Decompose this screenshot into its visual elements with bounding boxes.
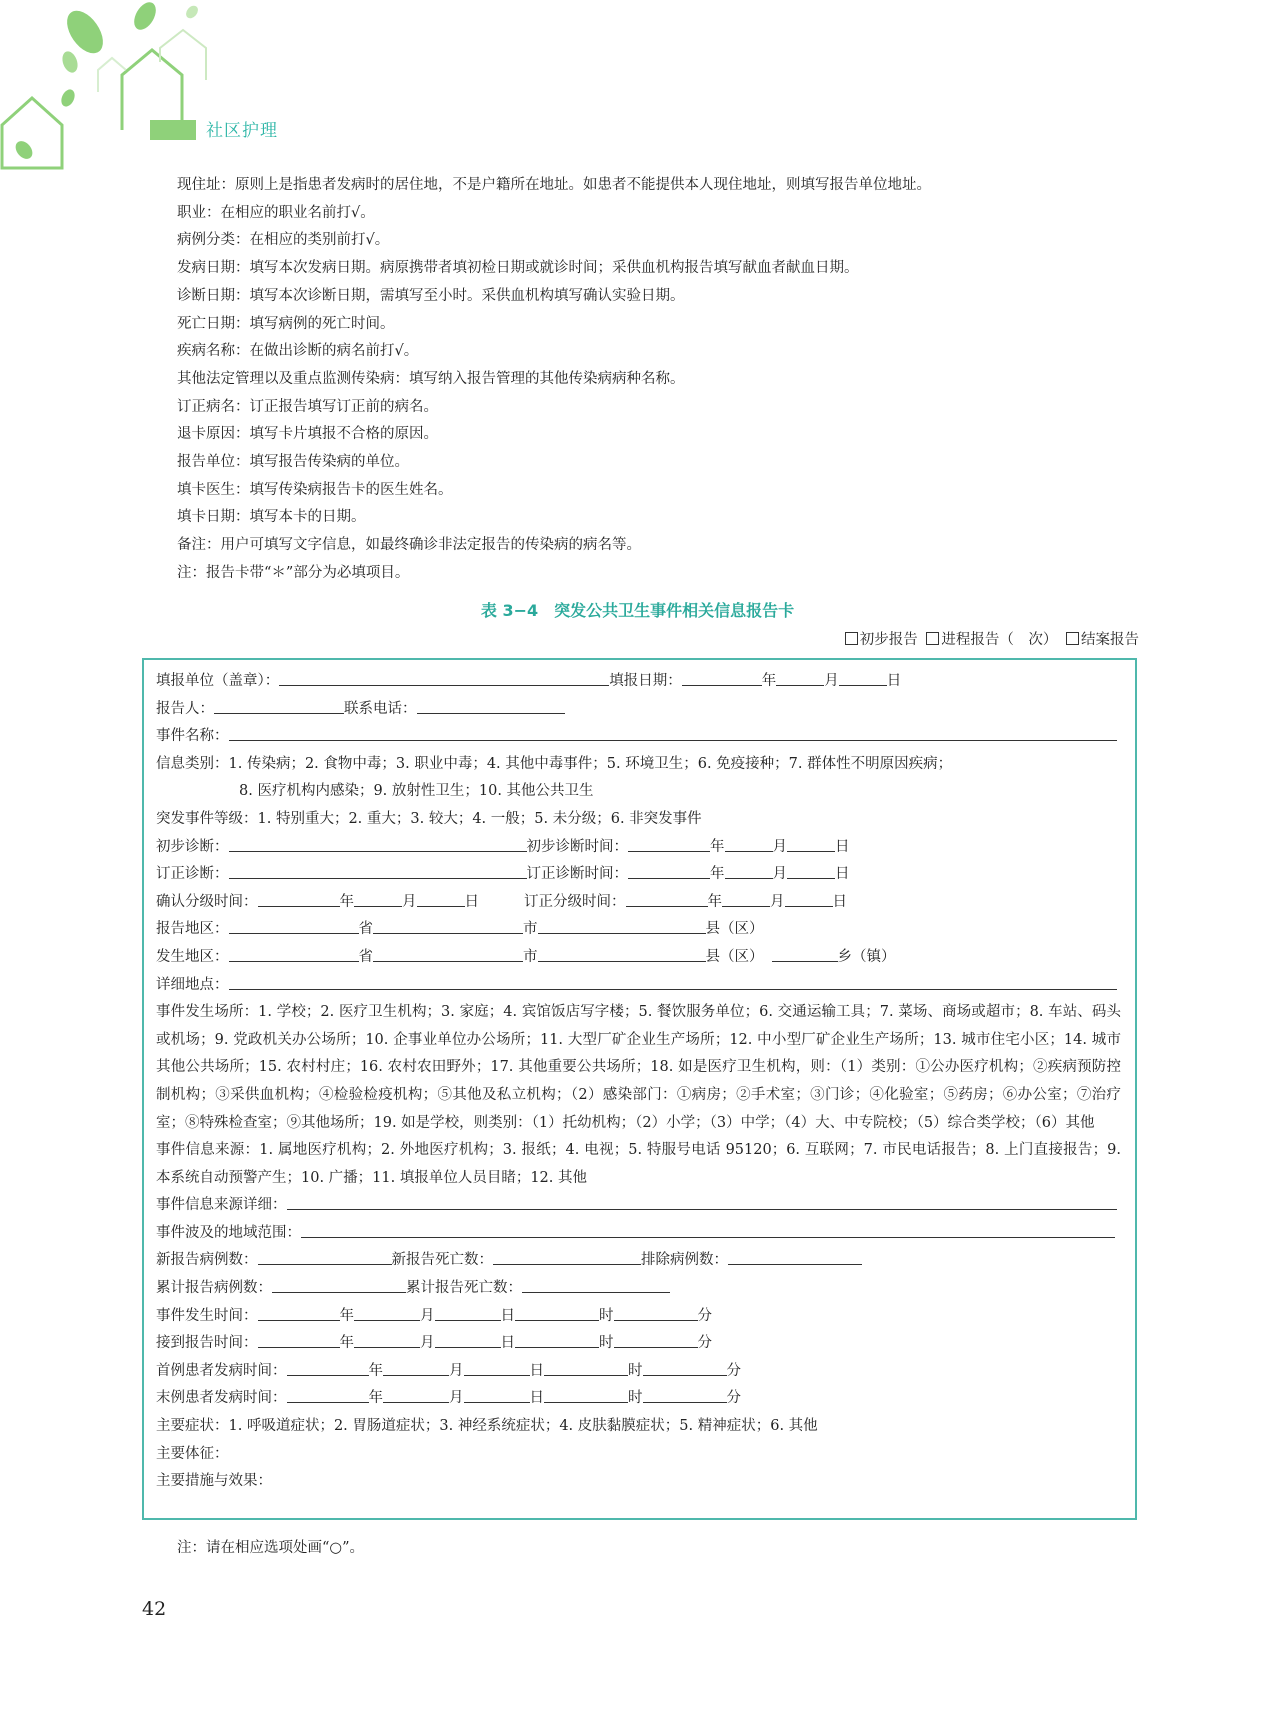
month-field[interactable] xyxy=(383,1387,449,1403)
unit-month: 月 xyxy=(772,838,787,855)
unit-year: 年 xyxy=(368,1390,383,1407)
total-deaths-field[interactable] xyxy=(522,1277,670,1293)
unit-hour: 时 xyxy=(599,1307,614,1324)
checkbox-icon[interactable] xyxy=(926,632,939,645)
unit-day: 日 xyxy=(500,1335,515,1352)
new-deaths-label: 新报告死亡数： xyxy=(391,1252,493,1269)
phone-field[interactable] xyxy=(417,698,565,714)
row-revised-diagnosis xyxy=(156,861,1121,889)
unit-city: 市 xyxy=(523,948,538,965)
checkbox-icon[interactable] xyxy=(845,632,858,645)
year-field[interactable] xyxy=(287,1387,369,1403)
province-field[interactable] xyxy=(229,946,359,962)
unit-day: 日 xyxy=(464,893,479,910)
unit-city: 市 xyxy=(523,921,538,938)
unit-year: 年 xyxy=(710,866,725,883)
phone-label: 联系电话： xyxy=(344,700,417,717)
revised-diagnosis-label: 订正诊断： xyxy=(156,866,229,883)
detail-location-label: 详细地点： xyxy=(156,976,229,993)
reporter-field[interactable] xyxy=(214,698,344,714)
note-line: 订正病名：订正报告填写订正前的病名。 xyxy=(177,398,438,415)
unit-hour: 时 xyxy=(628,1390,643,1407)
township-field[interactable] xyxy=(772,946,838,962)
note-line: 备注：用户可填写文字信息，如最终确诊非法定报告的传染病的病名等。 xyxy=(177,537,641,554)
fill-unit-field[interactable] xyxy=(279,670,609,686)
province-field[interactable] xyxy=(229,918,359,934)
month-field[interactable] xyxy=(725,863,773,879)
row-fill-unit xyxy=(156,668,1121,696)
row-event-level xyxy=(156,806,1121,834)
report-card xyxy=(142,658,1137,1520)
excluded-cases-field[interactable] xyxy=(728,1249,862,1265)
note-line: 病例分类：在相应的类别前打√。 xyxy=(177,232,390,249)
first-onset-label: 首例患者发病时间： xyxy=(156,1362,287,1379)
note-line: 现住址：原则上是指患者发病时的居住地，不是户籍所在地址。如患者不能提供本人现住地址，则填写报告单位地址。 xyxy=(177,177,931,193)
unit-minute: 分 xyxy=(697,1335,712,1352)
unit-year: 年 xyxy=(339,893,354,910)
total-cases-label: 累计报告病例数： xyxy=(156,1280,272,1297)
minute-field[interactable] xyxy=(614,1305,698,1321)
unit-month: 月 xyxy=(824,673,839,689)
checkbox-icon[interactable] xyxy=(1066,632,1079,645)
measures-label: 主要措施与效果： xyxy=(156,1473,272,1490)
row-reporter xyxy=(156,696,1121,724)
row-info-category-cont xyxy=(156,778,1121,806)
day-field[interactable] xyxy=(785,891,833,907)
row-grading-time xyxy=(156,889,1121,917)
month-field[interactable] xyxy=(354,1332,420,1348)
table-caption: 表 3−4 突发公共卫生事件相关信息报告卡 xyxy=(480,601,795,620)
note-line: 填卡医生：填写传染病报告卡的医生姓名。 xyxy=(177,481,453,498)
note-line: 职业：在相应的职业名前打√。 xyxy=(177,204,375,221)
page-number: 42 xyxy=(142,1598,167,1620)
detail-location-field[interactable] xyxy=(229,974,1117,990)
unit-month: 月 xyxy=(449,1362,464,1379)
row-info-source-detail xyxy=(156,1192,1121,1220)
day-field[interactable] xyxy=(464,1360,530,1376)
month-field[interactable] xyxy=(354,1305,420,1321)
revised-diagnosis-time-label: 订正诊断时间： xyxy=(526,866,628,883)
unit-day: 日 xyxy=(886,673,902,689)
unit-hour: 时 xyxy=(599,1335,614,1352)
note-line: 死亡日期：填写病例的死亡时间。 xyxy=(177,315,395,332)
unit-year: 年 xyxy=(368,1362,383,1379)
unit-month: 月 xyxy=(770,893,785,910)
event-time-label: 事件发生时间： xyxy=(156,1307,258,1324)
unit-year: 年 xyxy=(761,673,777,689)
report-area-label: 报告地区： xyxy=(156,921,229,938)
hour-field[interactable] xyxy=(515,1332,599,1348)
day-field[interactable] xyxy=(435,1305,501,1321)
hour-field[interactable] xyxy=(544,1360,628,1376)
county-field[interactable] xyxy=(538,946,706,962)
month-field[interactable] xyxy=(354,891,402,907)
revised-grading-time-label: 订正分级时间： xyxy=(524,893,626,910)
city-field[interactable] xyxy=(373,946,523,962)
new-cases-label: 新报告病例数： xyxy=(156,1252,258,1269)
month-field[interactable] xyxy=(725,836,773,852)
unit-year: 年 xyxy=(339,1307,354,1324)
row-measures xyxy=(156,1468,1121,1496)
info-category-text: 8. 医疗机构内感染；9. 放射性卫生；10. 其他公共卫生 xyxy=(239,783,594,800)
excluded-cases-label: 排除病例数： xyxy=(641,1252,728,1269)
year-field[interactable] xyxy=(287,1360,369,1376)
report-type-options xyxy=(841,628,1139,649)
note-line: 其他法定管理以及重点监测传染病：填写纳入报告管理的其他传染病病种名称。 xyxy=(177,370,685,387)
initial-diagnosis-time-label: 初步诊断时间： xyxy=(526,838,628,855)
progress-report-label: 进程报告（ 次） xyxy=(941,632,1058,648)
unit-month: 月 xyxy=(402,893,417,910)
row-initial-diagnosis xyxy=(156,834,1121,862)
unit-hour: 时 xyxy=(628,1362,643,1379)
note-line: 发病日期：填写本次发病日期。病原携带者填初检日期或就诊时间；采供血机构报告填写献血者献血日期。 xyxy=(177,260,859,277)
new-cases-field[interactable] xyxy=(258,1249,392,1265)
unit-year: 年 xyxy=(707,893,722,910)
symptoms-text: 主要症状：1. 呼吸道症状；2. 胃肠道症状；3. 神经系统症状；4. 皮肤黏膜症状；5. 精神症状；6. 其他 xyxy=(156,1418,818,1435)
info-source-detail-field[interactable] xyxy=(287,1194,1117,1210)
notes xyxy=(177,172,1077,588)
affected-area-field[interactable] xyxy=(301,1222,1115,1238)
reporter-label: 报告人： xyxy=(156,700,214,717)
total-deaths-label: 累计报告死亡数： xyxy=(406,1280,522,1297)
hour-field[interactable] xyxy=(515,1305,599,1321)
row-event-name xyxy=(156,723,1121,751)
row-new-cases xyxy=(156,1247,1121,1275)
row-last-onset xyxy=(156,1385,1121,1413)
county-field[interactable] xyxy=(538,918,706,934)
row-affected-area xyxy=(156,1220,1121,1248)
occur-area-label: 发生地区： xyxy=(156,948,229,965)
row-total-cases xyxy=(156,1275,1121,1303)
day-field[interactable] xyxy=(417,891,465,907)
unit-township: 乡（镇） xyxy=(837,948,896,965)
initial-diagnosis-label: 初步诊断： xyxy=(156,838,229,855)
unit-county: 县（区） xyxy=(705,948,764,965)
minute-field[interactable] xyxy=(614,1332,698,1348)
minute-field[interactable] xyxy=(643,1387,727,1403)
note-line: 注：报告卡带“＊”部分为必填项目。 xyxy=(177,564,410,581)
fill-unit-label: 填报单位（盖章）： xyxy=(156,673,280,689)
year-field[interactable] xyxy=(626,891,708,907)
minute-field[interactable] xyxy=(643,1360,727,1376)
unit-month: 月 xyxy=(420,1307,435,1324)
new-deaths-field[interactable] xyxy=(493,1249,641,1265)
year-field[interactable] xyxy=(258,1332,340,1348)
initial-diagnosis-field[interactable] xyxy=(229,836,527,852)
event-level-text: 突发事件等级：1. 特别重大；2. 重大；3. 较大；4. 一般；5. 未分级；6. 非突发事件 xyxy=(156,810,702,827)
row-info-source: 事件信息来源：1. 属地医疗机构；2. 外地医疗机构；3. 报纸；4. 电视；5. 特服号电话 95120；6. 互联网；7. 市民电话报告；8. 上门直接报告；9. 本系统自动预警产生；10. 广播；11. 填报单位人员目睹；12. 其他 xyxy=(156,1142,1121,1186)
initial-report-label: 初步报告 xyxy=(859,632,918,648)
unit-province: 省 xyxy=(358,948,373,965)
unit-month: 月 xyxy=(772,866,787,883)
event-name-field[interactable] xyxy=(229,725,1117,741)
fill-date-day-field[interactable] xyxy=(839,670,887,686)
note-line: 诊断日期：填写本次诊断日期，需填写至小时。采供血机构填写确认实验日期。 xyxy=(177,287,685,304)
unit-year: 年 xyxy=(710,838,725,855)
day-field[interactable] xyxy=(435,1332,501,1348)
received-time-label: 接到报告时间： xyxy=(156,1335,258,1352)
unit-year: 年 xyxy=(339,1335,354,1352)
unit-day: 日 xyxy=(529,1390,544,1407)
year-field[interactable] xyxy=(258,1305,340,1321)
year-field[interactable] xyxy=(258,891,340,907)
fill-date-label: 填报日期： xyxy=(609,673,682,689)
fill-date-year-field[interactable] xyxy=(682,670,762,686)
unit-day: 日 xyxy=(500,1307,515,1324)
row-report-area xyxy=(156,916,1121,944)
final-report-option[interactable] xyxy=(1066,632,1139,648)
note-line: 退卡原因：填写卡片填报不合格的原因。 xyxy=(177,426,438,443)
year-field[interactable] xyxy=(628,836,710,852)
unit-month: 月 xyxy=(449,1390,464,1407)
row-detail-location xyxy=(156,972,1121,1000)
row-event-place: 事件发生场所：1. 学校；2. 医疗卫生机构；3. 家庭；4. 宾馆饭店写字楼；5. 餐饮服务单位；6. 交通运输工具；7. 菜场、商场或超市；8. 车站、码头或机场；9. 党政机关办公场所；10. 企事业单位办公场所；11. 大型厂矿企业生产场所；12. 中小型厂矿企业生产场所；13. 城市住宅小区；14. 城市其他公共场所；15. 农村村庄；16. 农村农田野外；17. 其他重要公共场所；18. 如是医疗卫生机构，则：（1）类别：①公办医疗机构；②疾病预防控制机构；③采供血机构；④检验检疫机构；⑤其他及私立机构；（2）感染部门：①病房；②手术室；③门诊；④化验室；⑤药房；⑥办公室；⑦治疗室；⑧特殊检查室；⑨其他场所；19. 如是学校，则类别：（1）托幼机构；（2）小学；（3）中学；（4）大、中专院校；（5）综合类学校；（6）其他 xyxy=(156,1004,1121,1131)
signs-label: 主要体征： xyxy=(156,1445,229,1462)
footnote: 注：请在相应选项处画“○”。 xyxy=(177,1540,364,1556)
unit-month: 月 xyxy=(420,1335,435,1352)
row-signs xyxy=(156,1441,1121,1469)
note-line: 疾病名称：在做出诊断的病名前打√。 xyxy=(177,343,419,360)
confirm-grading-time-label: 确认分级时间： xyxy=(156,893,258,910)
unit-minute: 分 xyxy=(726,1390,741,1407)
city-field[interactable] xyxy=(373,918,523,934)
month-field[interactable] xyxy=(383,1360,449,1376)
section-title: 社区护理 xyxy=(206,121,278,141)
fill-date-month-field[interactable] xyxy=(776,670,824,686)
note-line: 报告单位：填写报告传染病的单位。 xyxy=(177,454,409,471)
revised-diagnosis-field[interactable] xyxy=(229,863,527,879)
unit-county: 县（区） xyxy=(705,921,764,938)
year-field[interactable] xyxy=(628,863,710,879)
info-category-text: 信息类别：1. 传染病；2. 食物中毒；3. 职业中毒；4. 其他中毒事件；5. 环境卫生；6. 免疫接种；7. 群体性不明原因疾病； xyxy=(156,755,953,772)
last-onset-label: 末例患者发病时间： xyxy=(156,1390,287,1407)
unit-day: 日 xyxy=(835,838,850,855)
unit-minute: 分 xyxy=(726,1362,741,1379)
affected-area-label: 事件波及的地域范围： xyxy=(156,1224,301,1241)
day-field[interactable] xyxy=(787,863,835,879)
row-symptoms xyxy=(156,1413,1121,1441)
unit-minute: 分 xyxy=(697,1307,712,1324)
progress-report-option[interactable] xyxy=(926,632,1057,648)
header-house-leaf-logo xyxy=(0,0,260,180)
row-received-time xyxy=(156,1330,1121,1358)
event-name-label: 事件名称： xyxy=(156,728,229,745)
unit-day: 日 xyxy=(835,866,850,883)
hour-field[interactable] xyxy=(544,1387,628,1403)
unit-day: 日 xyxy=(529,1362,544,1379)
unit-day: 日 xyxy=(832,893,847,910)
row-event-time xyxy=(156,1303,1121,1331)
unit-province: 省 xyxy=(358,921,373,938)
section-bar xyxy=(150,120,196,140)
final-report-label: 结案报告 xyxy=(1081,632,1139,648)
row-info-category xyxy=(156,751,1121,779)
day-field[interactable] xyxy=(464,1387,530,1403)
row-occur-area xyxy=(156,944,1121,972)
row-first-onset xyxy=(156,1358,1121,1386)
note-line: 填卡日期：填写本卡的日期。 xyxy=(177,509,366,526)
initial-report-option[interactable] xyxy=(845,632,918,648)
day-field[interactable] xyxy=(787,836,835,852)
total-cases-field[interactable] xyxy=(272,1277,406,1293)
info-source-detail-label: 事件信息来源详细： xyxy=(156,1197,287,1214)
month-field[interactable] xyxy=(722,891,770,907)
